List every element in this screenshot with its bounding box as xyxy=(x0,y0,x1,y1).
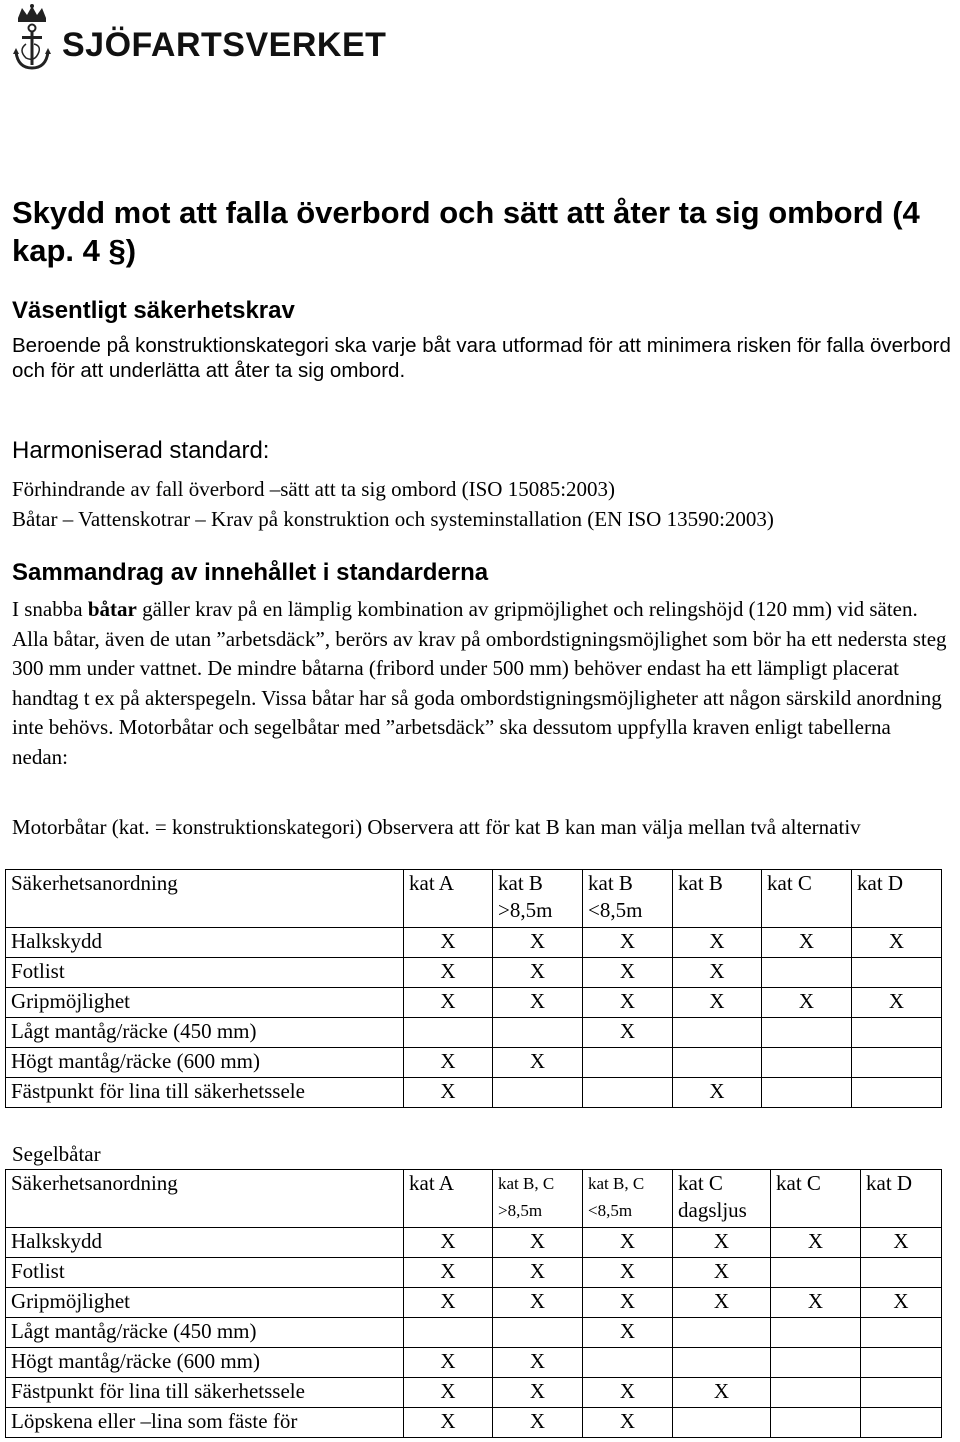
row-label-cell: Fotlist xyxy=(6,958,404,988)
motor-caption: Motorbåtar (kat. = konstruktionskategori) Observera att för kat B kan man välja mellan två alternativ xyxy=(12,815,861,839)
mark-cell xyxy=(771,1258,861,1288)
mark-cell: X xyxy=(583,1378,673,1408)
row-label-cell: Halkskydd xyxy=(6,928,404,958)
mark-cell: X xyxy=(583,988,673,1018)
mark-cell: X xyxy=(852,928,942,958)
mark-cell xyxy=(852,1018,942,1048)
mark-cell: X xyxy=(493,1378,583,1408)
table-row xyxy=(6,1288,942,1318)
summary-heading: Sammandrag av innehållet i standarderna xyxy=(12,559,489,586)
mark-cell xyxy=(493,1018,583,1048)
mark-cell xyxy=(861,1408,942,1438)
table-row xyxy=(6,1258,942,1288)
row-label-cell: Lågt mantåg/räcke (450 mm) xyxy=(6,1318,404,1348)
table-header-cell: kat B xyxy=(673,870,762,928)
table-header-cell: Säkerhetsanordning xyxy=(6,1170,404,1228)
standard-line-2: Båtar – Vattenskotrar – Krav på konstruktion och systeminstallation (EN ISO 13590:2003) xyxy=(12,507,774,531)
mark-cell: X xyxy=(404,1288,493,1318)
mark-cell xyxy=(771,1318,861,1348)
table-row xyxy=(6,1378,942,1408)
table-header-cell: kat D xyxy=(861,1170,942,1228)
mark-cell: X xyxy=(771,1288,861,1318)
mark-cell: X xyxy=(493,1408,583,1438)
mark-cell xyxy=(673,1318,771,1348)
mark-cell: X xyxy=(583,1258,673,1288)
row-label-cell: Gripmöjlighet xyxy=(6,1288,404,1318)
mark-cell: X xyxy=(583,928,673,958)
table-row xyxy=(6,1018,942,1048)
mark-cell xyxy=(673,1348,771,1378)
row-label-cell: Lågt mantåg/räcke (450 mm) xyxy=(6,1018,404,1048)
table-header-cell: kat C xyxy=(762,870,852,928)
table-header-cell: kat A xyxy=(404,1170,493,1228)
row-label-cell: Högt mantåg/räcke (600 mm) xyxy=(6,1048,404,1078)
mark-cell: X xyxy=(493,1048,583,1078)
mark-cell xyxy=(861,1318,942,1348)
mark-cell xyxy=(583,1048,673,1078)
mark-cell: X xyxy=(852,988,942,1018)
mark-cell: X xyxy=(404,1078,493,1108)
row-label-cell: Halkskydd xyxy=(6,1228,404,1258)
standards-heading: Harmoniserad standard: xyxy=(12,437,270,464)
mark-cell xyxy=(673,1048,762,1078)
table-header-cell: kat C xyxy=(771,1170,861,1228)
mark-cell: X xyxy=(673,928,762,958)
sail-caption: Segelbåtar xyxy=(12,1142,101,1166)
row-label-cell: Gripmöjlighet xyxy=(6,988,404,1018)
mark-cell: X xyxy=(583,1408,673,1438)
table-row xyxy=(6,958,942,988)
mark-cell xyxy=(762,1048,852,1078)
mark-cell: X xyxy=(404,1378,493,1408)
mark-cell: X xyxy=(493,988,583,1018)
mark-cell: X xyxy=(673,1288,771,1318)
row-label-cell: Högt mantåg/räcke (600 mm) xyxy=(6,1348,404,1378)
mark-cell: X xyxy=(493,958,583,988)
essential-heading: Väsentligt säkerhetskrav xyxy=(12,297,295,324)
table-header-cell: kat D xyxy=(852,870,942,928)
summary-paragraph: I snabba båtar gäller krav på en lämplig kombination av gripmöjlighet och relingshöjd (120 mm) vid säten. Alla båtar, även de utan ”arbetsdäck”, berörs av krav på ombordstigningsmöjlighet som bör ha ett nedersta steg 300 mm under vattnet. De mindre båtarna (fribord under 500 mm) behöver endast ha ett lämpligt placerat handtag t ex på akterspegeln. Vissa båtar har så goda ombordstigningsmöjligheter att någon särskild anordning inte behövs. Motorbåtar och segelbåtar med ”arbetsdäck” ska dessutom uppfylla kraven enligt tabellerna nedan: xyxy=(12,597,947,769)
mark-cell xyxy=(762,1018,852,1048)
mark-cell: X xyxy=(583,1228,673,1258)
summary-bold-word: båtar xyxy=(87,597,137,621)
mark-cell: X xyxy=(493,1348,583,1378)
mark-cell xyxy=(852,1048,942,1078)
row-label-cell: Fotlist xyxy=(6,1258,404,1288)
mark-cell xyxy=(852,1078,942,1108)
mark-cell xyxy=(493,1318,583,1348)
table-row xyxy=(6,1078,942,1108)
mark-cell: X xyxy=(673,1258,771,1288)
mark-cell: X xyxy=(762,928,852,958)
table-row xyxy=(6,988,942,1018)
mark-cell: X xyxy=(493,1288,583,1318)
mark-cell: X xyxy=(404,1228,493,1258)
mark-cell xyxy=(861,1378,942,1408)
row-label-cell: Fästpunkt för lina till säkerhetssele xyxy=(6,1378,404,1408)
mark-cell: X xyxy=(673,1228,771,1258)
mark-cell xyxy=(861,1348,942,1378)
table-row xyxy=(6,1228,942,1258)
table-header-cell: kat B, C >8,5m xyxy=(493,1170,583,1228)
mark-cell xyxy=(493,1078,583,1108)
mark-cell xyxy=(404,1318,493,1348)
crown-anchor-emblem-icon xyxy=(8,4,56,74)
mark-cell xyxy=(771,1348,861,1378)
mark-cell: X xyxy=(404,1258,493,1288)
mark-cell: X xyxy=(404,958,493,988)
mark-cell: X xyxy=(404,1048,493,1078)
sail-table xyxy=(5,1169,942,1438)
table-row xyxy=(6,928,942,958)
table-header-row xyxy=(6,870,942,928)
table-row xyxy=(6,1318,942,1348)
mark-cell xyxy=(762,958,852,988)
table-header-cell: kat A xyxy=(404,870,493,928)
table-header-cell: kat C dagsljus xyxy=(673,1170,771,1228)
mark-cell: X xyxy=(673,1078,762,1108)
mark-cell: X xyxy=(673,958,762,988)
page-title: Skydd mot att falla överbord och sätt att åter ta sig ombord (4 kap. 4 §) xyxy=(12,195,920,268)
table-header-cell: kat B, C <8,5m xyxy=(583,1170,673,1228)
mark-cell: X xyxy=(493,1228,583,1258)
mark-cell: X xyxy=(673,1378,771,1408)
mark-cell: X xyxy=(583,958,673,988)
table-header-row xyxy=(6,1170,942,1228)
mark-cell: X xyxy=(583,1288,673,1318)
mark-cell xyxy=(673,1018,762,1048)
table-header-cell: kat B <8,5m xyxy=(583,870,673,928)
mark-cell: X xyxy=(404,1408,493,1438)
mark-cell: X xyxy=(493,1258,583,1288)
motor-table xyxy=(5,869,942,1108)
table-header-cell: Säkerhetsanordning xyxy=(6,870,404,928)
essential-text: Beroende på konstruktionskategori ska varje båt vara utformad för att minimera risken för falla överbord och för att underlätta att åter ta sig ombord. xyxy=(12,334,951,382)
row-label-cell: Löpskena eller –lina som fäste för xyxy=(6,1408,404,1438)
mark-cell: X xyxy=(861,1288,942,1318)
mark-cell: X xyxy=(771,1228,861,1258)
mark-cell: X xyxy=(404,988,493,1018)
mark-cell: X xyxy=(762,988,852,1018)
mark-cell: X xyxy=(583,1018,673,1048)
mark-cell: X xyxy=(493,928,583,958)
table-row xyxy=(6,1408,942,1438)
mark-cell xyxy=(861,1258,942,1288)
logo-wordmark: SJÖFARTSVERKET xyxy=(62,26,387,64)
mark-cell xyxy=(771,1378,861,1408)
mark-cell xyxy=(673,1408,771,1438)
mark-cell: X xyxy=(861,1228,942,1258)
mark-cell: X xyxy=(583,1318,673,1348)
mark-cell xyxy=(404,1018,493,1048)
table-row xyxy=(6,1348,942,1378)
table-header-cell: kat B >8,5m xyxy=(493,870,583,928)
mark-cell: X xyxy=(404,928,493,958)
mark-cell: X xyxy=(673,988,762,1018)
row-label-cell: Fästpunkt för lina till säkerhetssele xyxy=(6,1078,404,1108)
mark-cell xyxy=(852,958,942,988)
mark-cell xyxy=(771,1408,861,1438)
mark-cell xyxy=(583,1348,673,1378)
mark-cell: X xyxy=(404,1348,493,1378)
standard-line-1: Förhindrande av fall överbord –sätt att ta sig ombord (ISO 15085:2003) xyxy=(12,477,616,501)
table-row xyxy=(6,1048,942,1078)
mark-cell xyxy=(762,1078,852,1108)
mark-cell xyxy=(583,1078,673,1108)
